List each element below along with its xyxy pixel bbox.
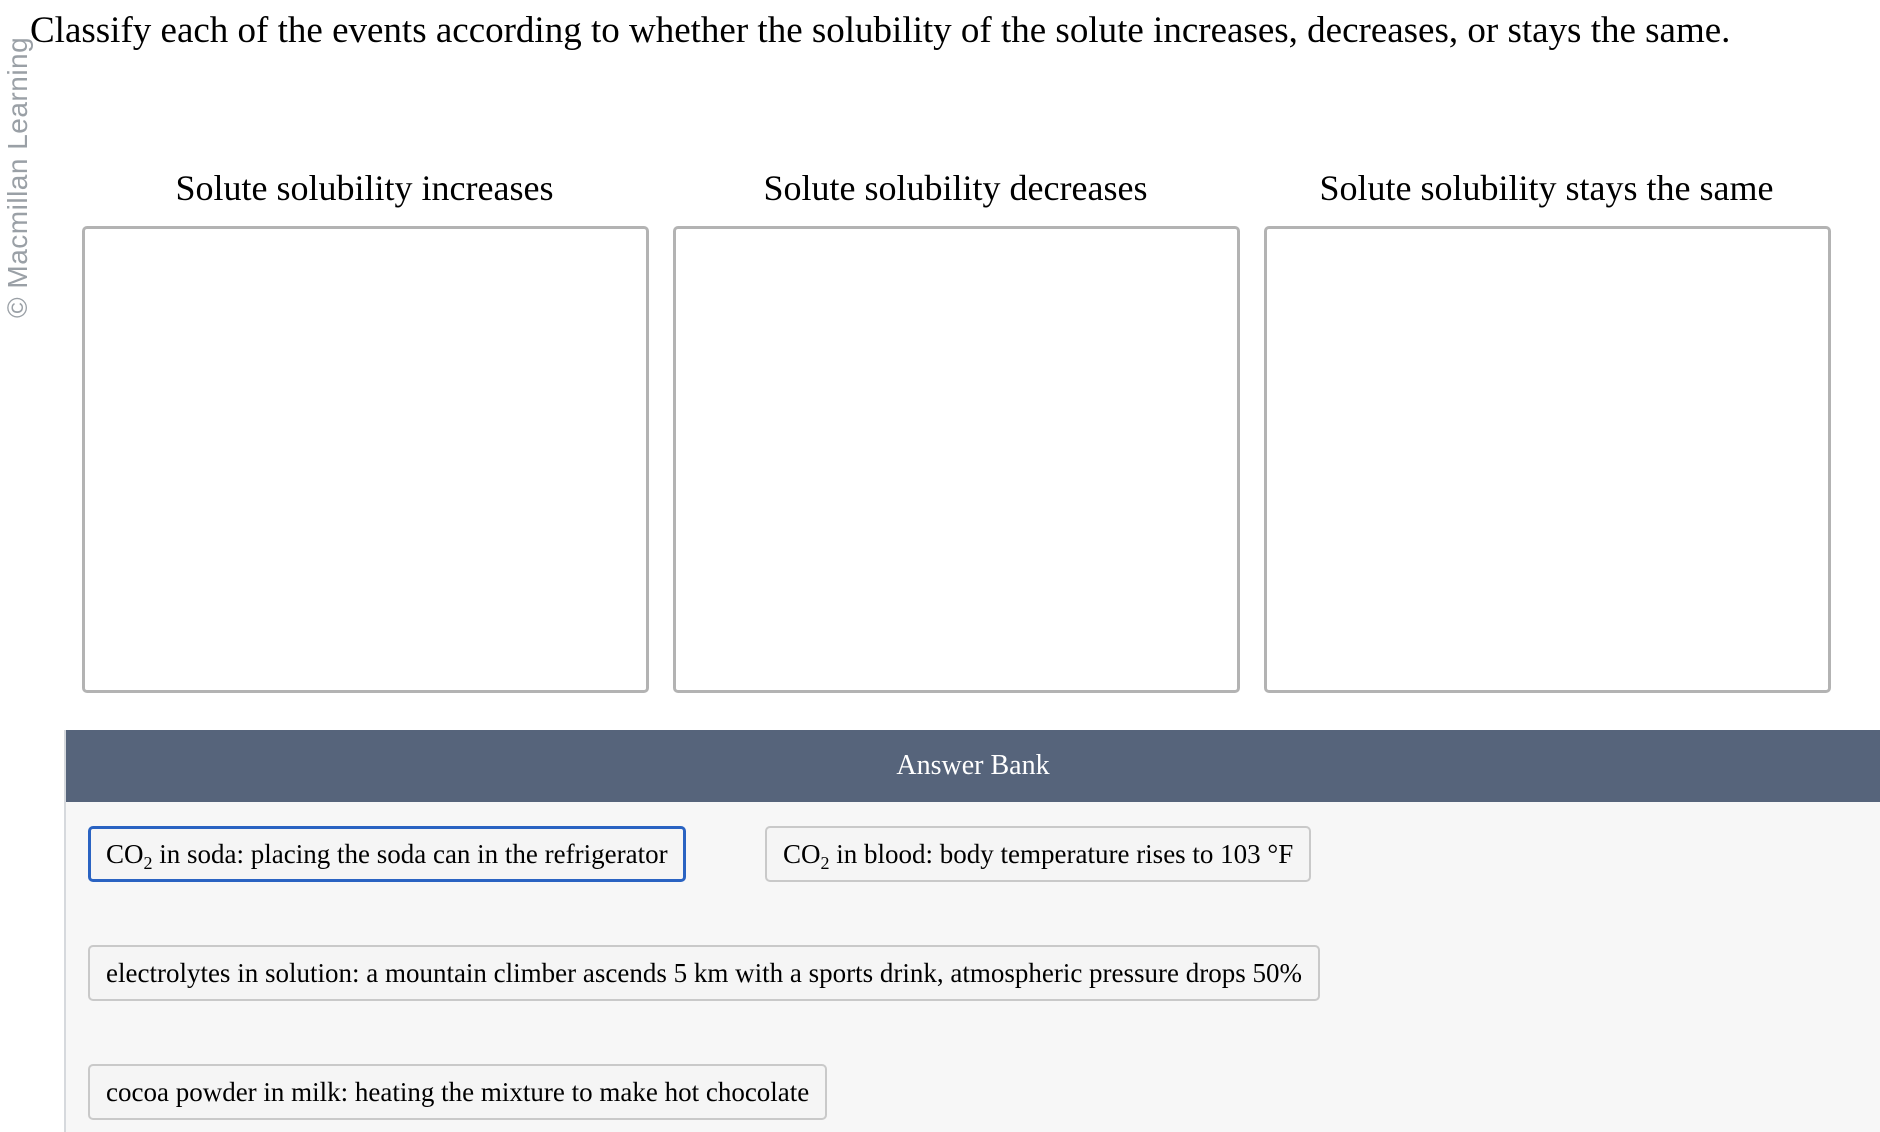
- chip-text: in blood: body temperature rises to 103 °F: [829, 839, 1294, 869]
- bin-title-decreases: Solute solubility decreases: [763, 168, 1148, 208]
- answer-bank-title: Answer Bank: [66, 730, 1880, 802]
- bin-stays-same: [1264, 168, 1829, 693]
- bin-decreases: [673, 168, 1238, 693]
- question-prompt: Classify each of the events according to whether the solubility of the solute increases, decreases, or stays the same.: [30, 10, 1731, 51]
- chip-text: electrolytes in solution: a mountain climber ascends 5 km with a sports drink, atmospheric pressure drops 50%: [106, 958, 1303, 988]
- answer-chip-cocoa[interactable]: [88, 1064, 827, 1120]
- chip-text: cocoa powder in milk: heating the mixture to make hot chocolate: [106, 1077, 810, 1107]
- answer-chip-electrolytes[interactable]: [88, 945, 1320, 1001]
- answer-chip-co2-soda[interactable]: [88, 826, 686, 882]
- chip-subscript: 2: [143, 853, 153, 873]
- drop-zone-increases[interactable]: [82, 226, 649, 693]
- bin-increases: [82, 168, 647, 693]
- bin-title-stays-same: Solute solubility stays the same: [1319, 168, 1774, 208]
- chip-subscript: 2: [820, 853, 830, 873]
- answer-bank: [64, 730, 1880, 1132]
- drop-zone-stays-same[interactable]: [1264, 226, 1831, 693]
- bin-title-increases: Solute solubility increases: [175, 168, 554, 208]
- copyright-text: © Macmillan Learning: [2, 36, 33, 318]
- chip-formula: CO: [106, 839, 144, 869]
- classification-bins: [82, 168, 1862, 688]
- chip-formula: CO: [783, 839, 821, 869]
- drop-zone-decreases[interactable]: [673, 226, 1240, 693]
- chip-text: in soda: placing the soda can in the refrigerator: [152, 839, 668, 869]
- copyright-watermark: [0, 0, 33, 330]
- answer-chip-co2-blood[interactable]: [765, 826, 1311, 882]
